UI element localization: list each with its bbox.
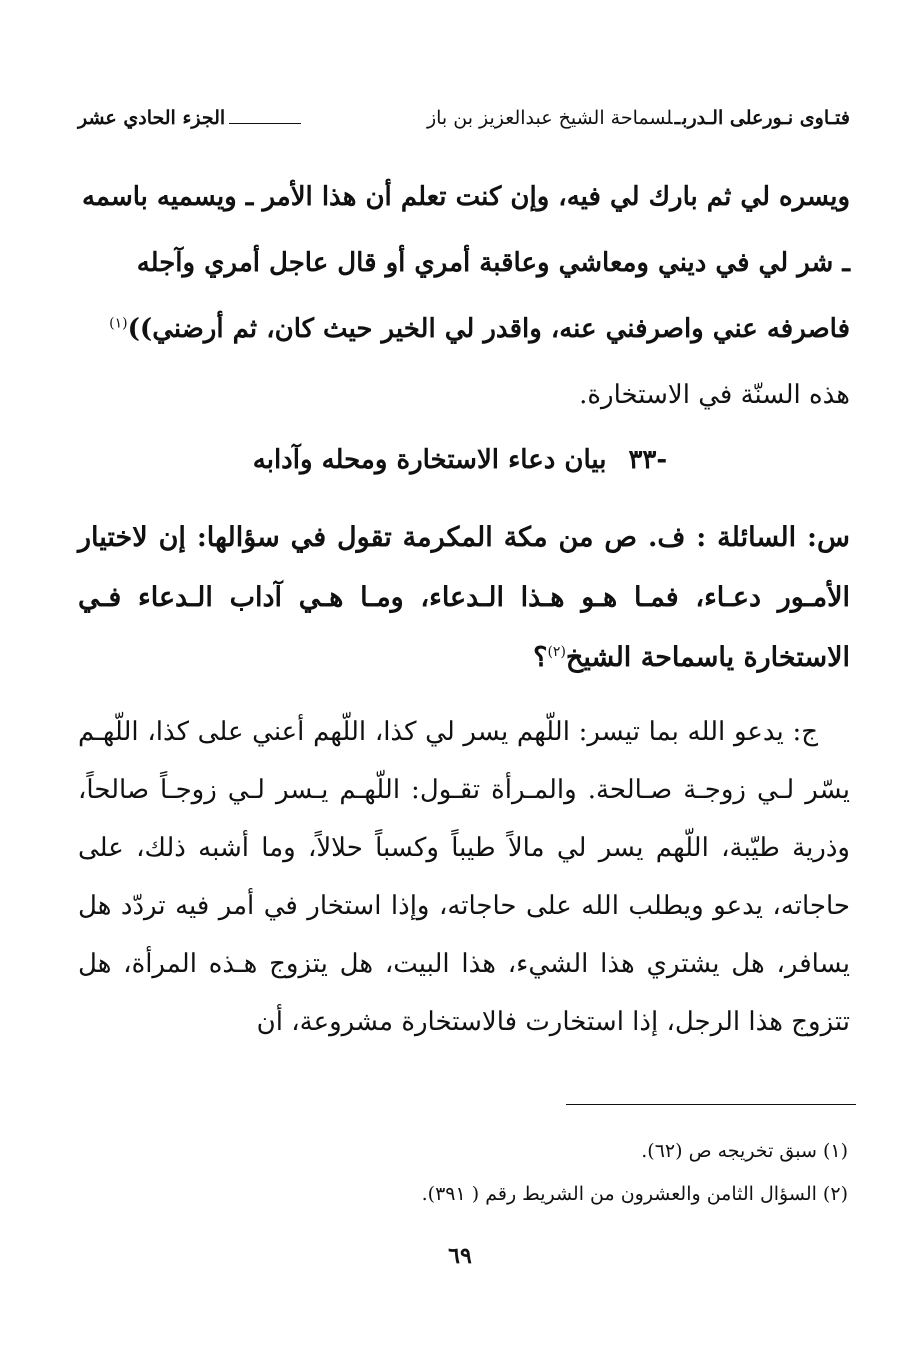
continuation-line: هذه السنّة في الاستخارة. [579, 380, 850, 410]
section-number: -٣٣ [628, 445, 668, 475]
footnotes [78, 1130, 848, 1216]
footnote-separator [566, 1104, 856, 1105]
footnote-1: (١) سبق تخريجه ص (٦٢). [641, 1140, 848, 1162]
running-header-part-group [78, 109, 305, 128]
page-number: ٦٩ [448, 1243, 472, 1269]
question-paragraph [78, 508, 850, 688]
running-header-title-group [427, 109, 850, 128]
answer-paragraph [78, 703, 850, 1051]
question-text: س: السائلة : ف. ص من مكة المكرمة تقول في سؤالها: إن لاختيار الأمـور دعـاء، فمـا هـو هـذا الـدعاء، ومـا هـي آداب الـدعاء فـي الاستخارة ياسماحة الشيخ [78, 522, 850, 673]
footnote-ref-1: (١) [109, 315, 128, 332]
book-title: فتـاوى نـورعلى الـدرب [682, 107, 850, 129]
header-dash: ـ [674, 107, 681, 129]
footnote-2: (٢) السؤال الثامن والعشرون من الشريط رقم ( ٣٩١). [421, 1183, 848, 1205]
header-rule [229, 123, 301, 124]
section-heading [0, 440, 920, 480]
running-header [78, 88, 850, 128]
continuation-line: ـ شر لي في ديني ومعاشي وعاقبة أمري أو قال عاجل أمري وآجله [136, 248, 850, 278]
continuation-paragraph [78, 164, 850, 428]
volume-part: الجزء الحادي عشر [78, 107, 226, 129]
author-name: لسماحة الشيخ عبدالعزيز بن باز [426, 107, 673, 129]
answer-text: ج: يدعو الله بما تيسر: اللّهم يسر لي كذا، اللّهم أعني على كذا، اللّهـم يسّر لـي زوجـة صـالحة. والمـرأة تقـول: اللّهـم يـسر لـي زوجـاً صالحاً، وذرية طيّبة، اللّهم يسر لي مالاً طيباً وكسباً حلالاً، وما أشبه ذلك، على حاجاته، يدعو ويطلب الله على حاجاته، وإذا استخار في أمر فيه تردّد هل يسافر، هل يشتري هذا الشيء، هذا البيت، هل يتزوج هـذه المرأة، هل تتزوج هذا الرجل، إذا استخارت فالاستخارة مشروعة، أن [78, 717, 851, 1037]
question-mark: ؟ [533, 642, 548, 673]
footnote-ref-2: (٢) [547, 644, 566, 660]
continuation-line [78, 296, 850, 362]
continuation-line-text: فاصرفه عني واصرفني عنه، واقدر لي الخير حيث كان، ثم أرضني)) [127, 314, 850, 344]
section-title: بيان دعاء الاستخارة ومحله وآدابه [252, 445, 607, 475]
continuation-line: ويسره لي ثم بارك لي فيه، وإن كنت تعلم أن هذا الأمر ـ ويسميه باسمه [81, 182, 850, 212]
